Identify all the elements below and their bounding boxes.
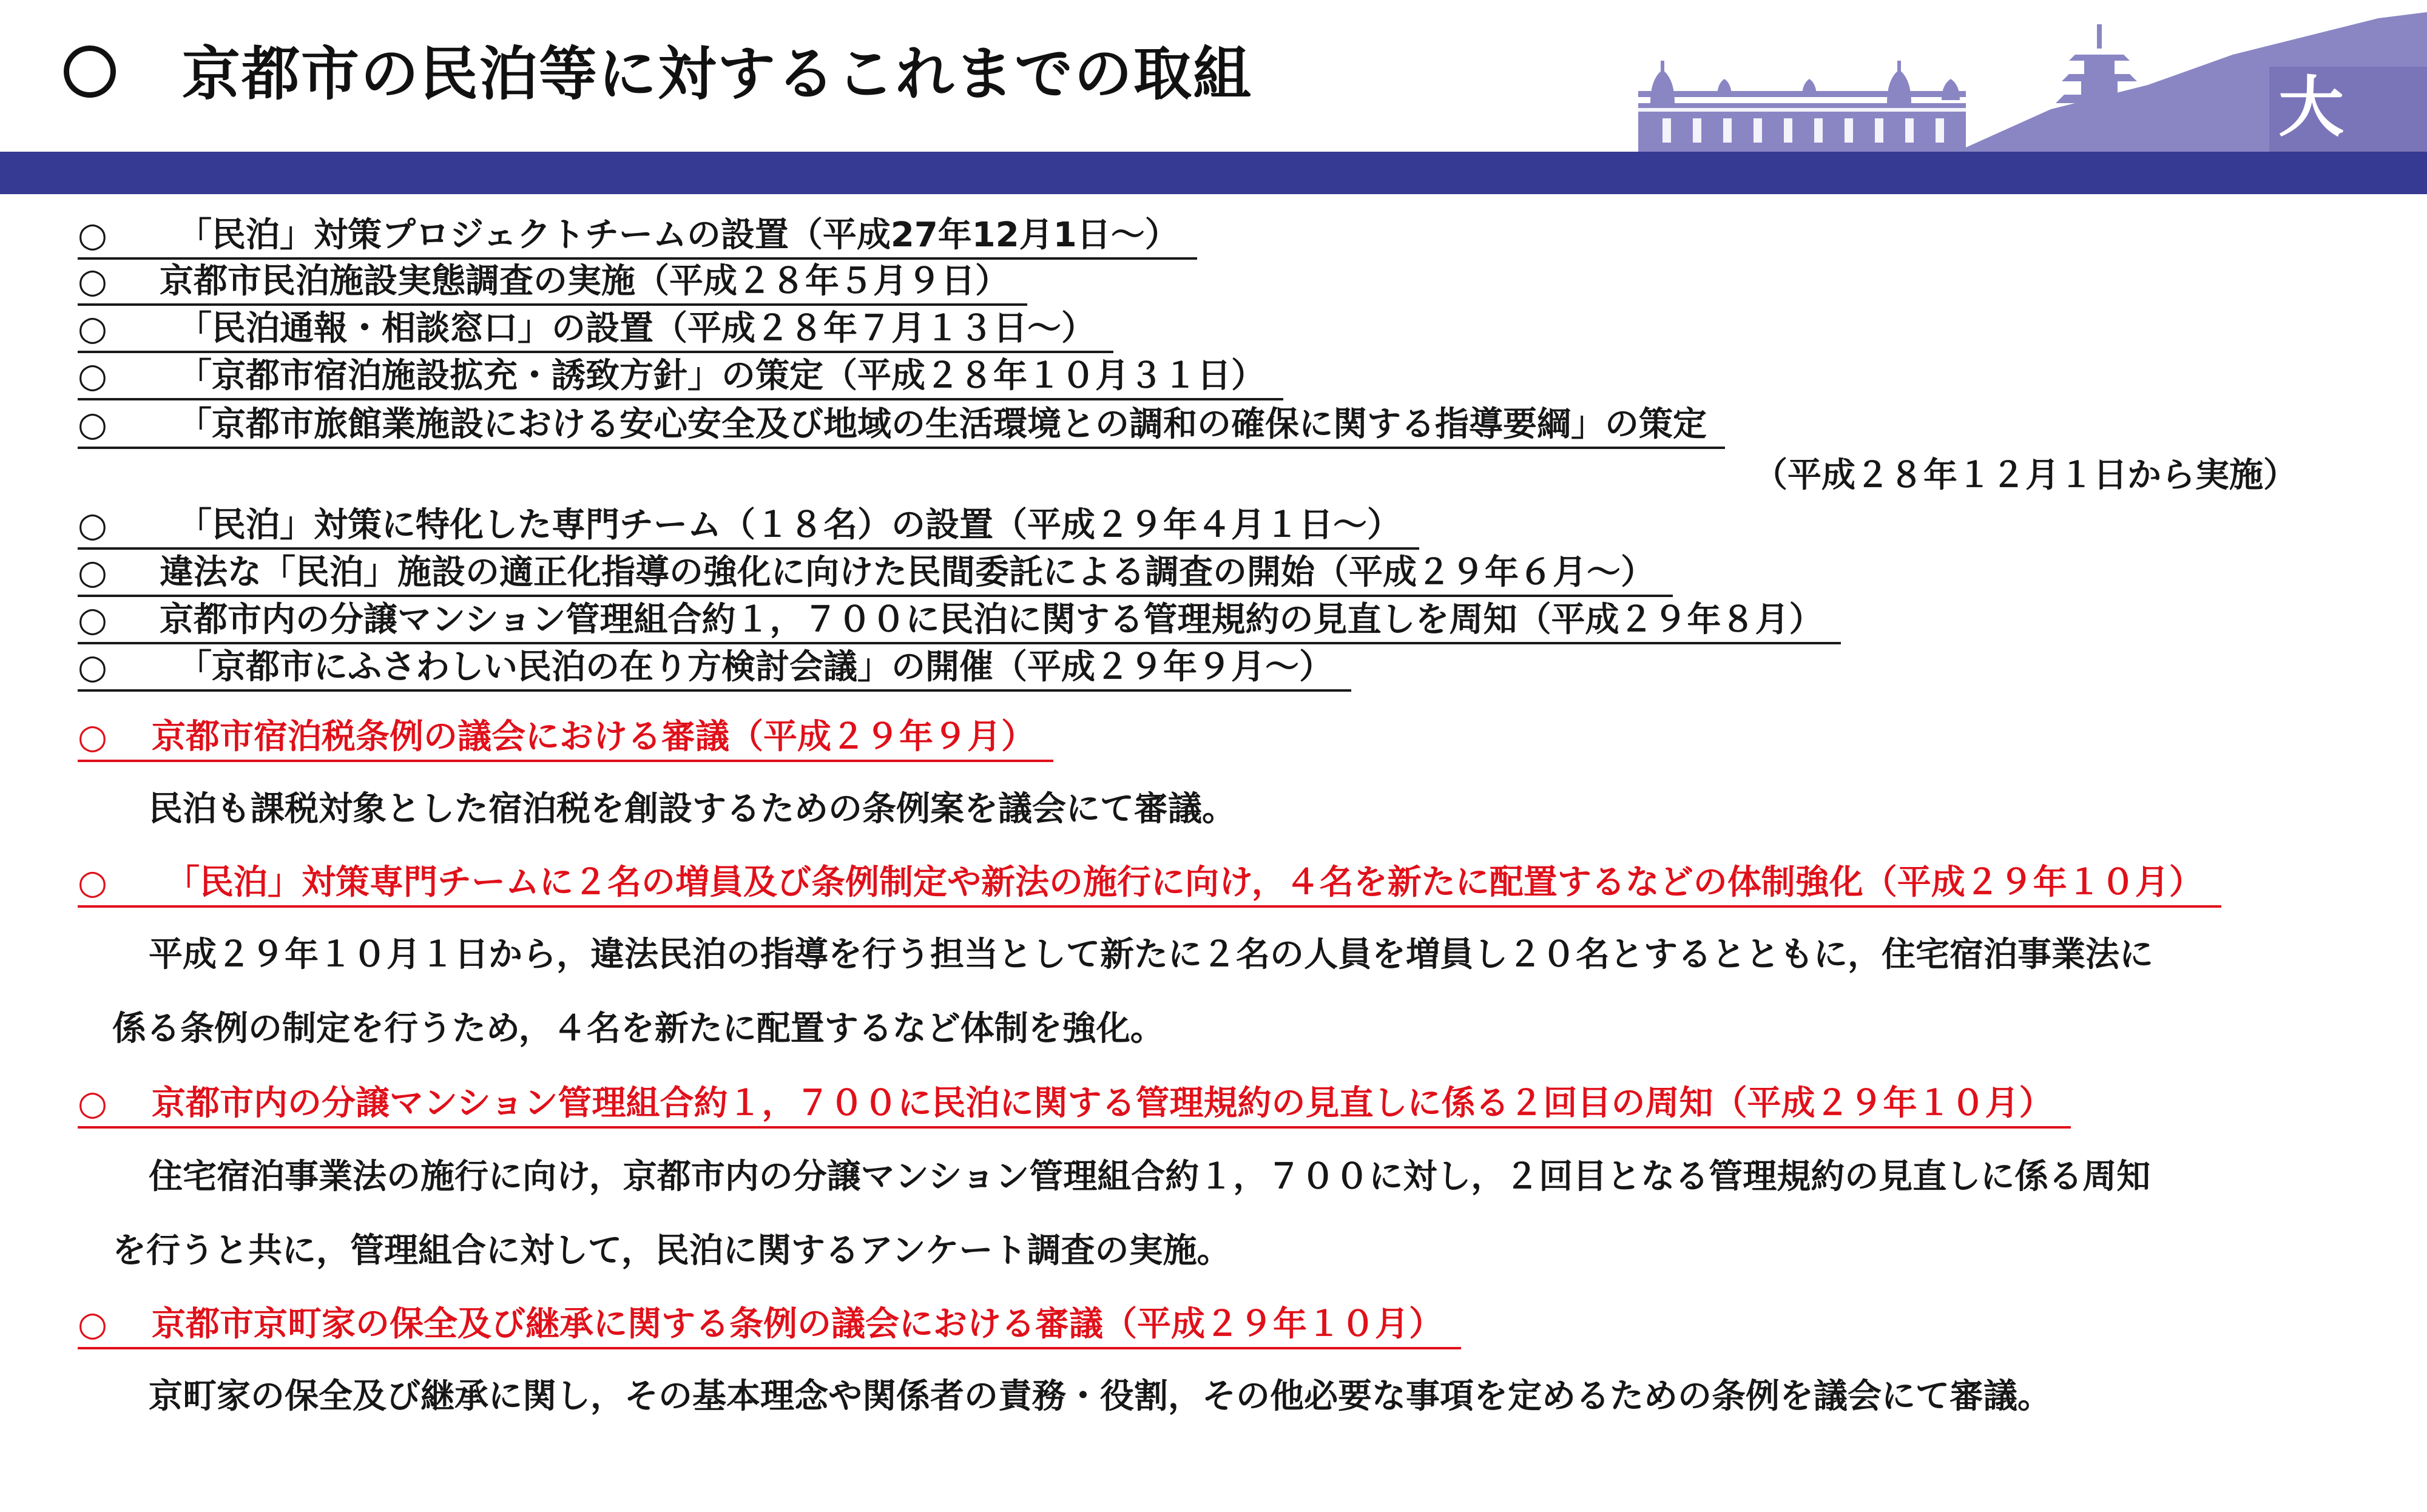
- list-item-text: 「民泊通報・相談窓口」の設置（平成２８年７月１３日～）: [178, 309, 1095, 348]
- list-item: [78, 551, 1673, 597]
- highlight-heading: [78, 1302, 1461, 1349]
- page-title: 京都市の民泊等に対するこれまでの取組: [182, 40, 1252, 108]
- bullet-icon: ○: [78, 262, 107, 301]
- list-item: [78, 598, 1841, 644]
- bullet-icon: ○: [78, 863, 107, 902]
- list-item-text: 「民泊」対策に特化した専門チーム（１８名）の設置（平成２９年４月１日～）: [178, 505, 1401, 545]
- title-bullet-icon: [64, 46, 116, 98]
- list-item: [78, 646, 1351, 692]
- list-item-text: 「京都市にふさわしい民泊の在り方検討会議」の開催（平成２９年９月～）: [178, 647, 1333, 687]
- highlight-body-line: 京町家の保全及び継承に関し，その基本理念や関係者の責務・役割，その他必要な事項を定めるための条例を議会にて審議。: [149, 1377, 2051, 1416]
- bullet-icon: ○: [78, 215, 107, 255]
- list-item-text: 「京都市旅館業施設における安心安全及び地域の生活環境との調和の確保に関する指導要綱」の策定: [178, 405, 1707, 444]
- bullet-icon: ○: [78, 553, 107, 592]
- bullet-icon: ○: [78, 647, 107, 687]
- highlight-heading: [78, 715, 1053, 762]
- bullet-icon: ○: [78, 356, 107, 396]
- bullet-icon: ○: [78, 405, 107, 444]
- list-item-text: 京都市民泊施設実態調査の実施（平成２８年５月９日）: [160, 262, 1009, 301]
- bullet-icon: ○: [78, 505, 107, 545]
- highlight-heading-text: 京都市宿泊税条例の議会における審議（平成２９年９月）: [152, 717, 1035, 757]
- highlight-heading-text: 京都市京町家の保全及び継承に関する条例の議会における審議（平成２９年１０月）: [152, 1304, 1443, 1344]
- header: [0, 0, 2427, 200]
- highlight-body-line: 民泊も課税対象とした宿泊税を創設するための条例案を議会にて審議。: [149, 789, 1236, 829]
- list-item-text: 「民泊」対策プロジェクトチームの設置（平成27年12月1日～）: [178, 215, 1179, 255]
- list-item: [78, 214, 1197, 260]
- highlight-heading: [78, 1081, 2071, 1129]
- highlight-body-line: を行うと共に，管理組合に対して，民泊に関するアンケート調査の実施。: [112, 1231, 1231, 1271]
- list-item: [78, 307, 1113, 353]
- bullet-icon: ○: [78, 1084, 107, 1123]
- bullet-icon: ○: [78, 309, 107, 348]
- list-item-text: 「京都市宿泊施設拡充・誘致方針」の策定（平成２８年１０月３１日）: [178, 356, 1265, 396]
- highlight-heading: [78, 860, 2221, 908]
- header-band: [0, 152, 2427, 194]
- list-item: [78, 504, 1419, 550]
- highlight-heading-text: 京都市内の分譲マンション管理組合約１，７００に民泊に関する管理規約の見直しに係る２回目の周知（平成２９年１０月）: [152, 1084, 2053, 1123]
- list-item: [78, 260, 1027, 306]
- highlight-body-line: 平成２９年１０月１日から，違法民泊の指導を行う担当として新たに２名の人員を増員し２０名とするとともに，住宅宿泊事業法に: [149, 935, 2153, 974]
- highlight-body-line: 係る条例の制定を行うため，４名を新たに配置するなど体制を強化。: [112, 1009, 1164, 1048]
- bullet-icon: ○: [78, 1304, 107, 1344]
- highlight-body-line: 住宅宿泊事業法の施行に向け，京都市内の分譲マンション管理組合約１，７００に対し，２回目となる管理規約の見直しに係る周知: [149, 1157, 2151, 1196]
- list-item: [78, 403, 1725, 449]
- highlight-heading-text: 「民泊」対策専門チームに２名の増員及び条例制定や新法の施行に向け，４名を新たに配置するなどの体制強化（平成２９年１０月）: [166, 863, 2203, 902]
- list-item-text: 京都市内の分譲マンション管理組合約１，７００に民泊に関する管理規約の見直しを周知（平成２９年８月）: [160, 600, 1823, 640]
- list-item-note: （平成２８年１２月１日から実施）: [1754, 456, 2297, 495]
- bullet-icon: ○: [78, 600, 107, 640]
- list-item: [78, 354, 1283, 400]
- list-item-text: 違法な「民泊」施設の適正化指導の強化に向けた民間委託による調査の開始（平成２９年６月～）: [160, 553, 1655, 592]
- bullet-icon: ○: [78, 717, 107, 757]
- logo-character: 大: [2278, 70, 2344, 146]
